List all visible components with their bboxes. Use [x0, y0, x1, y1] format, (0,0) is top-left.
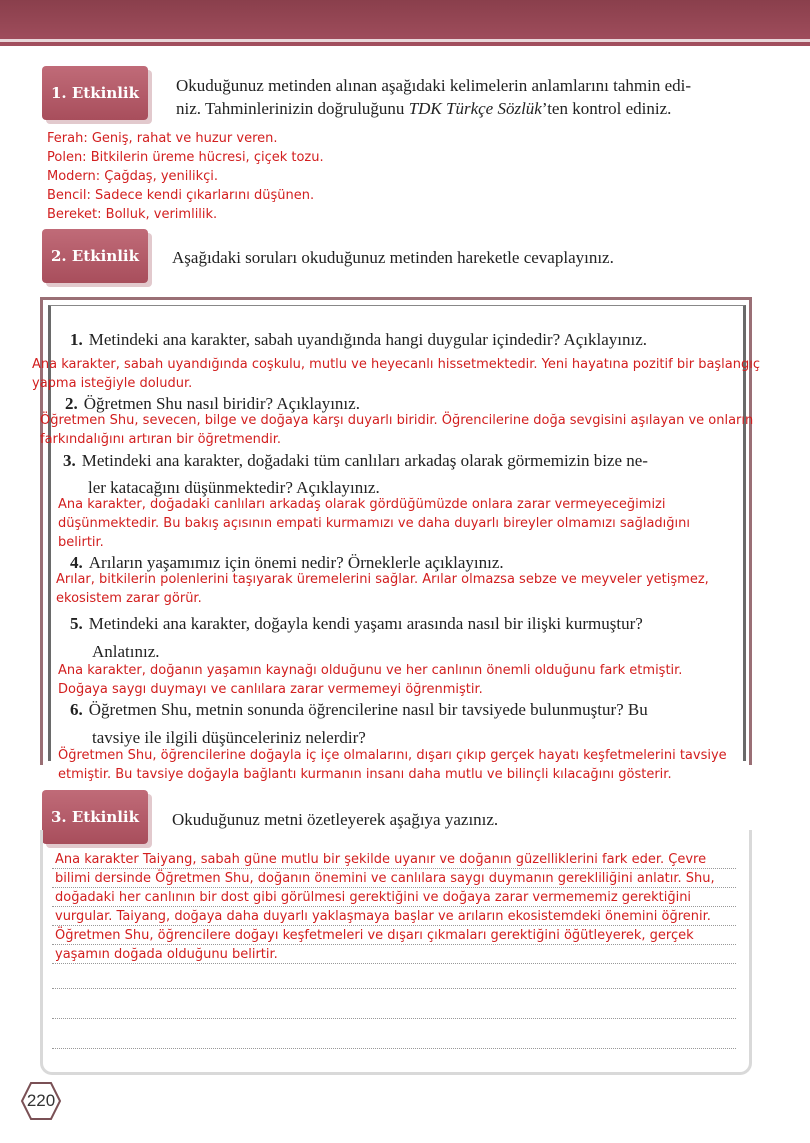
summary-line-1: Ana karakter Taiyang, sabah güne mutlu bir şekilde uyanır ve doğanın güzelliklerini fark eder. Çevre: [55, 852, 707, 867]
question-1-number: 1.: [70, 330, 83, 349]
question-1: [70, 328, 647, 352]
activity-3-instructions: Okuduğunuz metni özetleyerek aşağıya yazınız.: [172, 810, 499, 829]
answer-6-line2: etmiştir. Bu tavsiye doğayla bağlantı kurmanın insanı daha mutlu ve bilinçli kılacağını gösterir.: [58, 767, 672, 782]
page-number-text: 220: [26, 1091, 56, 1110]
question-6-text-cont: tavsiye ile ilgili düşünceleriniz nelerdir?: [92, 728, 366, 747]
answer-3-line1: Ana karakter, doğadaki canlıları arkadaş olarak gördüğümüzde onlara zarar vermeyeceğimizi: [58, 497, 666, 512]
activity-1-intro-line2: niz. Tahminlerinizin doğruluğunu: [176, 99, 409, 118]
question-3-number: 3.: [63, 451, 76, 470]
answer-3-line2: düşünmektedir. Bu bakış açısının empati kurmamızı ve daha duyarlı bireyler olmamızı sağladığını: [58, 516, 690, 531]
question-1-text: Metindeki ana karakter, sabah uyandığında hangi duygular içindedir? Açıklayınız.: [88, 330, 647, 349]
answer-polen: Polen: Bitkilerin üreme hücresi, çiçek tozu.: [47, 150, 324, 165]
activity-1-badge: [42, 66, 148, 120]
answer-1-line2: yapma isteğiyle doludur.: [32, 376, 193, 391]
answer-modern: Modern: Çağdaş, yenilikçi.: [47, 169, 219, 184]
answer-ferah: Ferah: Geniş, rahat ve huzur veren.: [47, 131, 278, 146]
answer-2-line2: farkındalığını artıran bir öğretmendir.: [40, 432, 282, 447]
question-5-number: 5.: [70, 614, 83, 633]
activity-2-badge: [42, 229, 148, 283]
activity-3-badge-label: 3. Etkinlik: [50, 808, 140, 826]
question-5-text-cont: Anlatınız.: [92, 642, 160, 661]
answer-3-line3: belirtir.: [58, 535, 104, 550]
activity-1-intro-line1: Okuduğunuz metinden alınan aşağıdaki kelimelerin anlamlarını tahmin edi-: [176, 76, 692, 95]
summary-line-6: yaşamın doğada olduğunu belirtir.: [55, 947, 278, 962]
writing-line: [52, 1018, 736, 1019]
writing-line: [52, 988, 736, 989]
page-number: [20, 1081, 62, 1121]
summary-line-4: vurgular. Taiyang, doğaya daha duyarlı yaklaşmaya başlar ve arıların ekosistemdeki önemini öğrenir.: [55, 909, 711, 924]
question-3-text: Metindeki ana karakter, doğadaki tüm canlıları arkadaş olarak görmemizin bize ne-: [81, 451, 648, 470]
activity-1-badge-label: 1. Etkinlik: [50, 84, 140, 102]
answer-4-line2: ekosistem zarar görür.: [56, 591, 202, 606]
dictionary-title: TDK Türkçe Sözlük: [408, 99, 542, 118]
question-2-number: 2.: [65, 394, 78, 413]
question-6-number: 6.: [70, 700, 83, 719]
summary-line-2: bilimi dersinde Öğretmen Shu, doğanın önemini ve canlılara saygı duymanın gerekliliğini anlatır. Shu,: [55, 871, 715, 886]
question-2-text: Öğretmen Shu nasıl biridir? Açıklayınız.: [83, 394, 360, 413]
question-3-text-cont: ler katacağını düşünmektedir? Açıklayınız.: [88, 478, 380, 497]
writing-line: [52, 1048, 736, 1049]
activity-2-badge-label: 2. Etkinlik: [50, 247, 140, 265]
activity-1-intro-line2-end: ’ten kontrol ediniz.: [541, 99, 672, 118]
activity-2-instructions: Aşağıdaki soruları okuduğunuz metinden hareketle cevaplayınız.: [172, 248, 614, 267]
answer-bereket: Bereket: Bolluk, verimlilik.: [47, 207, 218, 222]
answer-5-line2: Doğaya saygı duymayı ve canlılara zarar vermemeyi öğrenmiştir.: [58, 682, 483, 697]
activity-1-instructions: [176, 74, 746, 120]
summary-line-5: Öğretmen Shu, öğrencilere doğayı keşfetmeleri ve dışarı çıkmaları gerektiğini öğütleyerek, gerçek: [55, 928, 694, 943]
question-6: [70, 698, 648, 722]
answer-6-line1: Öğretmen Shu, öğrencilerine doğayla iç içe olmalarını, dışarı çıkıp gerçek hayatı keşfetmelerini tavsiye: [58, 748, 727, 763]
answer-1-line1: Ana karakter, sabah uyandığında coşkulu, mutlu ve heyecanlı hissetmektedir. Yeni hayatına pozitif bir başlangıç: [32, 357, 761, 372]
question-3: [63, 449, 648, 473]
question-5-text: Metindeki ana karakter, doğayla kendi yaşamı arasında nasıl bir ilişki kurmuştur?: [88, 614, 643, 633]
answer-4-line1: Arılar, bitkilerin polenlerini taşıyarak üremelerini sağlar. Arılar olmazsa sebze ve meyveler yetişmez,: [56, 572, 709, 587]
header-rule: [0, 39, 810, 42]
answer-5-line1: Ana karakter, doğanın yaşamın kaynağı olduğunu ve her canlının önemli olduğunu fark etmiştir.: [58, 663, 683, 678]
question-5: [70, 612, 643, 636]
answer-bencil: Bencil: Sadece kendi çıkarlarını düşünen.: [47, 188, 315, 203]
summary-line-3: doğadaki her canlının bir dost gibi görülmesi gerektiğini ve doğaya zarar vermememiz gerektiğini: [55, 890, 692, 905]
answer-2-line1: Öğretmen Shu, sevecen, bilge ve doğaya karşı duyarlı biridir. Öğrencilerine doğa sevgisini aşılayan ve onların: [40, 413, 754, 428]
question-6-text: Öğretmen Shu, metnin sonunda öğrencilerine nasıl bir tavsiyede bulunmuştur? Bu: [88, 700, 648, 719]
question-4-text: Arıların yaşamımız için önemi nedir? Örneklerle açıklayınız.: [88, 553, 504, 572]
question-4-number: 4.: [70, 553, 83, 572]
